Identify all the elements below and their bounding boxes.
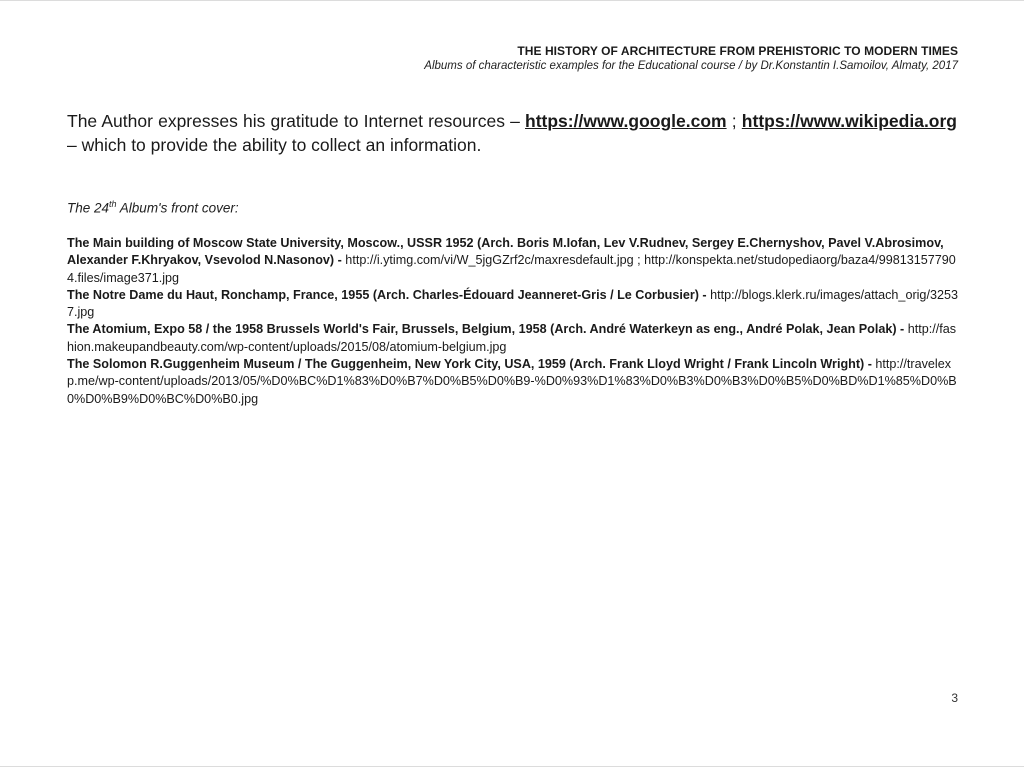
header-subtitle: Albums of characteristic examples for the Educational course / by Dr.Konstantin I.Samoilov, Almaty, 2017 [424, 60, 958, 72]
cover-label-superscript: th [109, 199, 117, 209]
entry-name: The Notre Dame du Haut, Ronchamp, France, 1955 (Arch. Charles-Édouard Jeanneret-Gris / Le Corbusier) - [67, 287, 707, 302]
header-title: THE HISTORY OF ARCHITECTURE FROM PREHISTORIC TO MODERN TIMES [517, 44, 958, 58]
list-item [67, 321, 959, 356]
gratitude-text-after: – which to provide the ability to collect an information. [67, 135, 482, 155]
list-item [67, 356, 959, 408]
entry-url[interactable]: http://i.ytimg.com/vi/W_5jgGZrf2c/maxresdefault.jpg ; http://konspekta.net/studopediaorg/baza4/998131577904.files/image371.jpg [67, 253, 956, 285]
entry-name: The Atomium, Expo 58 / the 1958 Brussels World's Fair, Brussels, Belgium, 1958 (Arch. André Waterkeyn as eng., André Polak, Jean Polak) - [67, 322, 905, 337]
page-header [58, 44, 958, 74]
entry-url[interactable]: http://travelexp.me/wp-content/uploads/2013/05/%D0%BC%D1%83%D0%B7%D0%B5%D0%B9-%D0%93%D1%83%D0%B3%D0%B3%D0%B5%D0%BD%D1%85%D0%B0%D0%B9%D0%BC%D0%B0.jpg [67, 357, 957, 406]
entry-url[interactable]: http://blogs.klerk.ru/images/attach_orig/32537.jpg [67, 287, 958, 320]
wikipedia-link[interactable]: https://www.wikipedia.org [741, 111, 957, 131]
gratitude-text-before: The Author expresses his gratitude to Internet resources – [67, 111, 526, 131]
gratitude-paragraph [67, 109, 957, 157]
entry-name: The Main building of Moscow State University, Moscow., USSR 1952 (Arch. Boris M.Iofan, Lev V.Rudnev, Sergey E.Chernyshov, Pavel V.Abrosimov, Alexander F.Khryakov, Vsevolod N.Nasonov) - [67, 236, 944, 268]
list-item [67, 287, 959, 322]
list-item [67, 235, 959, 287]
google-link[interactable]: https://www.google.com [525, 111, 727, 131]
cover-label-prefix: The 24 [67, 200, 110, 216]
cover-label-suffix: Album's front cover: [116, 200, 239, 216]
entry-name: The Solomon R.Guggenheim Museum / The Guggenheim, New York City, USA, 1959 (Arch. Frank Lloyd Wright / Frank Lincoln Wright) - [67, 357, 872, 372]
cover-label [67, 199, 239, 216]
gratitude-separator: ; [726, 111, 742, 131]
page-number: 3 [951, 691, 958, 705]
entry-url[interactable]: http://fashion.makeupandbeauty.com/wp-content/uploads/2015/08/atomium-belgium.jpg [67, 322, 957, 354]
entries-list [67, 235, 959, 408]
